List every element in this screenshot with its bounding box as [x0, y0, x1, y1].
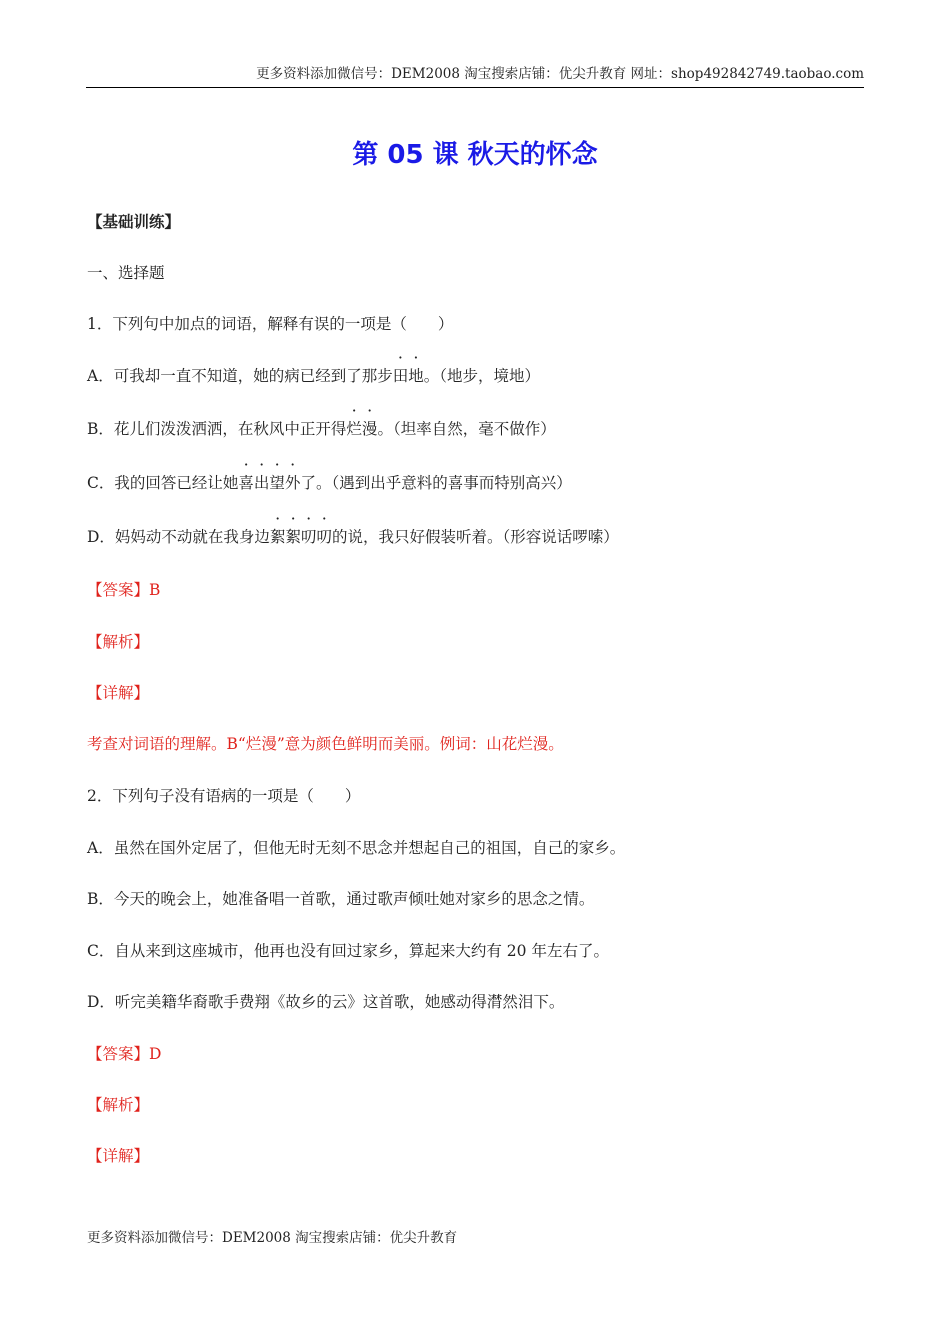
question-1-option-a: [87, 364, 540, 388]
question-1-option-d: [87, 525, 619, 549]
option-text: A．可我却一直不知道，她的病已经到了那步: [87, 367, 393, 385]
option-text: 的说，我只好假装听着。（形容说话啰嗦）: [332, 528, 619, 546]
dotted-char: 絮: [269, 528, 286, 546]
dotted-char: 叨: [300, 528, 317, 546]
question-1-analysis-label: 【解析】: [87, 633, 150, 651]
question-2-option-c: C．自从来到这座城市，他再也没有回过家乡，算起来大约有 20 年左右了。: [87, 942, 609, 960]
page-title: 第 05 课 秋天的怀念: [352, 140, 598, 170]
option-text: D．妈妈动不动就在我身边: [87, 528, 270, 546]
dotted-char: 外: [284, 474, 301, 492]
dotted-char: 地: [408, 367, 424, 385]
dotted-char: 絮: [285, 528, 301, 546]
dotted-char: 田: [392, 367, 409, 385]
question-2-option-d: D．听完美籍华裔歌手费翔《故乡的云》这首歌，她感动得潸然泪下。: [87, 993, 565, 1011]
page-header: 更多资料添加微信号：DEM2008 淘宝搜索店铺：优尖升教育 网址：shop492842749.taobao.com: [86, 62, 864, 88]
question-1-stem: 1．下列句中加点的词语，解释有误的一项是（ ）: [87, 315, 454, 333]
dotted-char: 出: [253, 474, 270, 492]
option-text: 。（地步，境地）: [423, 367, 540, 385]
question-2-option-a: A．虽然在国外定居了，但他无时无刻不思念并想起自己的祖国，自己的家乡。: [87, 839, 626, 857]
section-heading: 【基础训练】: [87, 212, 181, 231]
dotted-char: 叨: [316, 528, 332, 546]
dotted-char: 喜: [238, 474, 254, 492]
question-1-answer: 【答案】B: [87, 581, 161, 599]
question-2-answer: 【答案】D: [87, 1045, 162, 1063]
option-text: 。（坦率自然，毫不做作）: [377, 420, 556, 438]
option-text: 了。（遇到出乎意料的喜事而特别高兴）: [300, 474, 572, 492]
page-footer: 更多资料添加微信号：DEM2008 淘宝搜索店铺：优尖升教育: [87, 1230, 458, 1246]
question-1-detail-label: 【详解】: [87, 684, 150, 702]
option-text: C．我的回答已经让她: [87, 474, 239, 492]
question-2-detail-label: 【详解】: [87, 1147, 150, 1165]
question-1-explanation: 考查对词语的理解。B“烂漫”意为颜色鲜明而美丽。例词：山花烂漫。: [87, 735, 564, 753]
question-2-stem: 2．下列句子没有语病的一项是（ ）: [87, 787, 361, 805]
option-text: B．花儿们泼泼洒洒，在秋风中正开得: [87, 420, 347, 438]
dotted-char: 漫: [361, 420, 378, 438]
question-1-option-b: [87, 417, 556, 441]
subsection-heading: 一、选择题: [87, 264, 165, 282]
question-2-option-b: B．今天的晚会上，她准备唱一首歌，通过歌声倾吐她对家乡的思念之情。: [87, 890, 595, 908]
dotted-char: 望: [269, 474, 285, 492]
question-2-analysis-label: 【解析】: [87, 1096, 150, 1114]
question-1-option-c: [87, 471, 572, 495]
dotted-char: 烂: [346, 420, 362, 438]
